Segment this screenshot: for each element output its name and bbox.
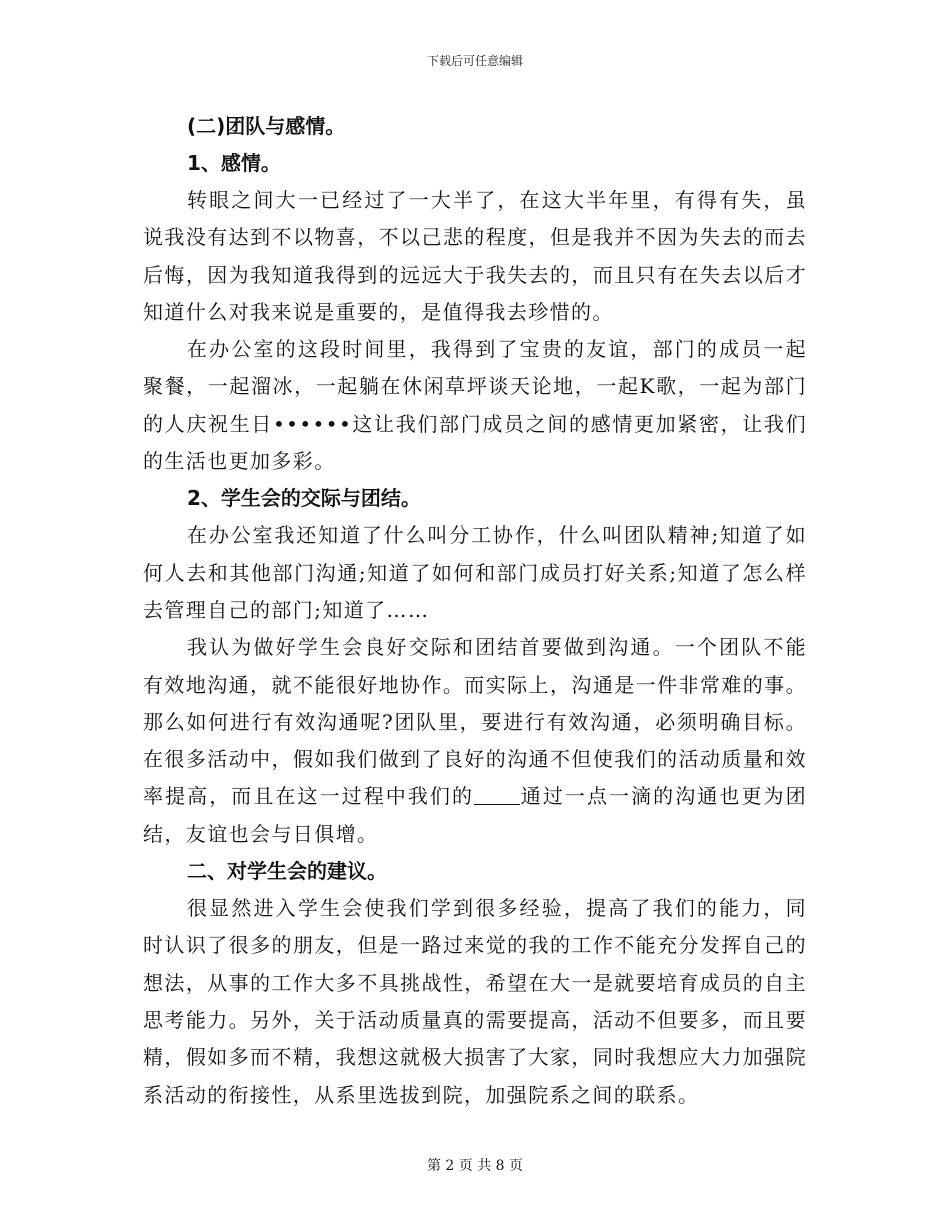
page-footer: 第 2 页 共 8 页 xyxy=(426,1158,524,1174)
section-heading-team: (二)团队与感情。 xyxy=(187,114,346,138)
page-header: 下载后可任意编辑 xyxy=(426,54,523,68)
subsection-heading-union: 2、学生会的交际与团结。 xyxy=(187,486,421,511)
fill-in-blank xyxy=(474,784,520,805)
paragraph-union-2-part-1: 我认为做好学生会良好交际和团结首要做到沟通。一个团队不能有效地沟通，就不能很好地协作。而实际上，沟通是一件非常难的事。那么如何进行有效沟通呢?团队里，要进行有效沟通，必须明确目标。在很多活动中，假如我们做到了良好的沟通不但使我们的活动质量和效率提高，而且在这一过程中我们的 xyxy=(143,635,807,809)
subsection-heading-emotion: 1、感情。 xyxy=(187,151,281,175)
paragraph-union-2-part-2: 通过一点一滴的沟通也更为团结，友谊也会与日俱增。 xyxy=(143,784,808,846)
document-body xyxy=(143,108,807,1114)
section-heading-advice: 二、对学生会的建议。 xyxy=(187,859,387,884)
paragraph-emotion-1: 转眼之间大一已经过了一大半了，在这大半年里，有得有失，虽说我没有达到不以物喜，不以己悲的程度，但是我并不因为失去的而去后悔，因为我知道我得到的远远大于我失去的，而且只有在失去以后才知道什么对我来说是重要的，是值得我去珍惜的。 xyxy=(143,188,807,324)
paragraph-union-2 xyxy=(143,629,807,853)
paragraph-advice-1: 很显然进入学生会使我们学到很多经验，提高了我们的能力，同时认识了很多的朋友，但是一路过来觉的我的工作不能充分发挥自己的想法，从事的工作大多不具挑战性，希望在大一是就要培育成员的自主思考能力。另外，关于活动质量真的需要提高，活动不但要多，而且要精，假如多而不精，我想这就极大损害了大家，同时我想应大力加强院系活动的衔接性，从系里选拔到院，加强院系之间的联系。 xyxy=(143,896,807,1107)
paragraph-emotion-2: 在办公室的这段时间里，我得到了宝贵的友谊，部门的成员一起聚餐，一起溜冰，一起躺在休闲草坪谈天论地，一起K歌，一起为部门的人庆祝生日••••••这让我们部门成员之间的感情更加紧密，让我们的生活也更加多彩。 xyxy=(143,337,807,474)
paragraph-union-1: 在办公室我还知道了什么叫分工协作，什么叫团队精神;知道了如何人去和其他部门沟通;知道了如何和部门成员打好关系;知道了怎么样去管理自己的部门;知道了…… xyxy=(143,523,807,622)
